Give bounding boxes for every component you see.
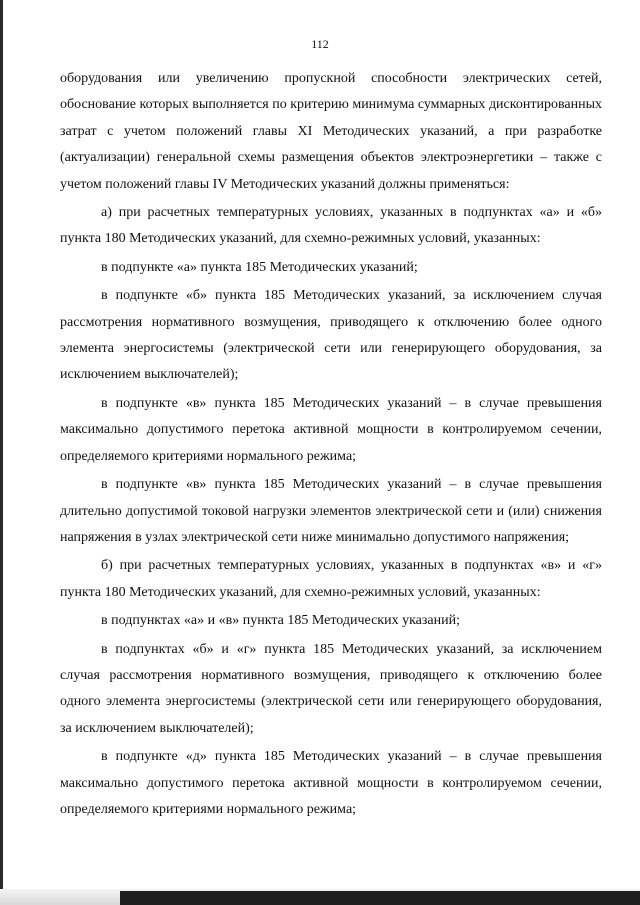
paragraph-item-a: а) при расчетных температурных условиях, указанных в подпунктах «а» и «б» пункта 180 Методических указаний, для схемно-режимных условий, указанных: [60,205,602,247]
document-body [60,66,602,823]
scan-border-left [0,0,3,905]
paragraph-a-sub-1: в подпункте «а» пункта 185 Методических указаний; [101,259,418,275]
page-number: 112 [311,37,329,51]
paragraph-a-sub-4: в подпункте «в» пункта 185 Методических указаний – в случае превышения длительно допустимой токовой нагрузки элементов электрической сети и (или) снижения напряжения в узлах электрической сети ниже минимально допустимого напряжения; [60,477,602,545]
paragraph-b-sub-3: в подпункте «д» пункта 185 Методических указаний – в случае превышения максимально допустимого перетока активной мощности в контролируемом сечении, определяемого критериями нормального режима; [60,749,602,817]
paragraph-a-sub-3: в подпункте «в» пункта 185 Методических указаний – в случае превышения максимально допустимого перетока активной мощности в контролируемом сечении, определяемого критериями нормального режима; [60,395,602,464]
scan-shadow-bottom [120,891,640,905]
paragraph-item-b: б) при расчетных температурных условиях, указанных в подпунктах «в» и «г» пункта 180 Методических указаний, для схемно-режимных условий, указанных: [60,558,602,600]
paragraph-intro-continuation: оборудования или увеличению пропускной способности электрических сетей, обоснование которых выполняется по критерию минимума суммарных дисконтированных затрат с учетом положений главы XI Методических указаний, а при разработке (актуализации) генеральной схемы размещения объектов электроэнергетики – также с учетом положений главы IV Методических указаний должны применяться: [60,71,602,192]
paragraph-b-sub-2: в подпунктах «б» и «г» пункта 185 Методических указаний, за исключением случая рассмотрения нормативного возмущения, приводящего к отключению более одного элемента энергосистемы (электрической сети или генерирующего оборудования, за исключением выключателей); [60,641,602,736]
paragraph-b-sub-1: в подпунктах «а» и «в» пункта 185 Методических указаний; [101,613,460,629]
paragraph-a-sub-2: в подпункте «б» пункта 185 Методических указаний, за исключением случая рассмотрения нормативного возмущения, приводящего к отключению более одного элемента энергосистемы (электрической сети или генерирующего оборудования, за исключением выключателей); [60,288,602,383]
